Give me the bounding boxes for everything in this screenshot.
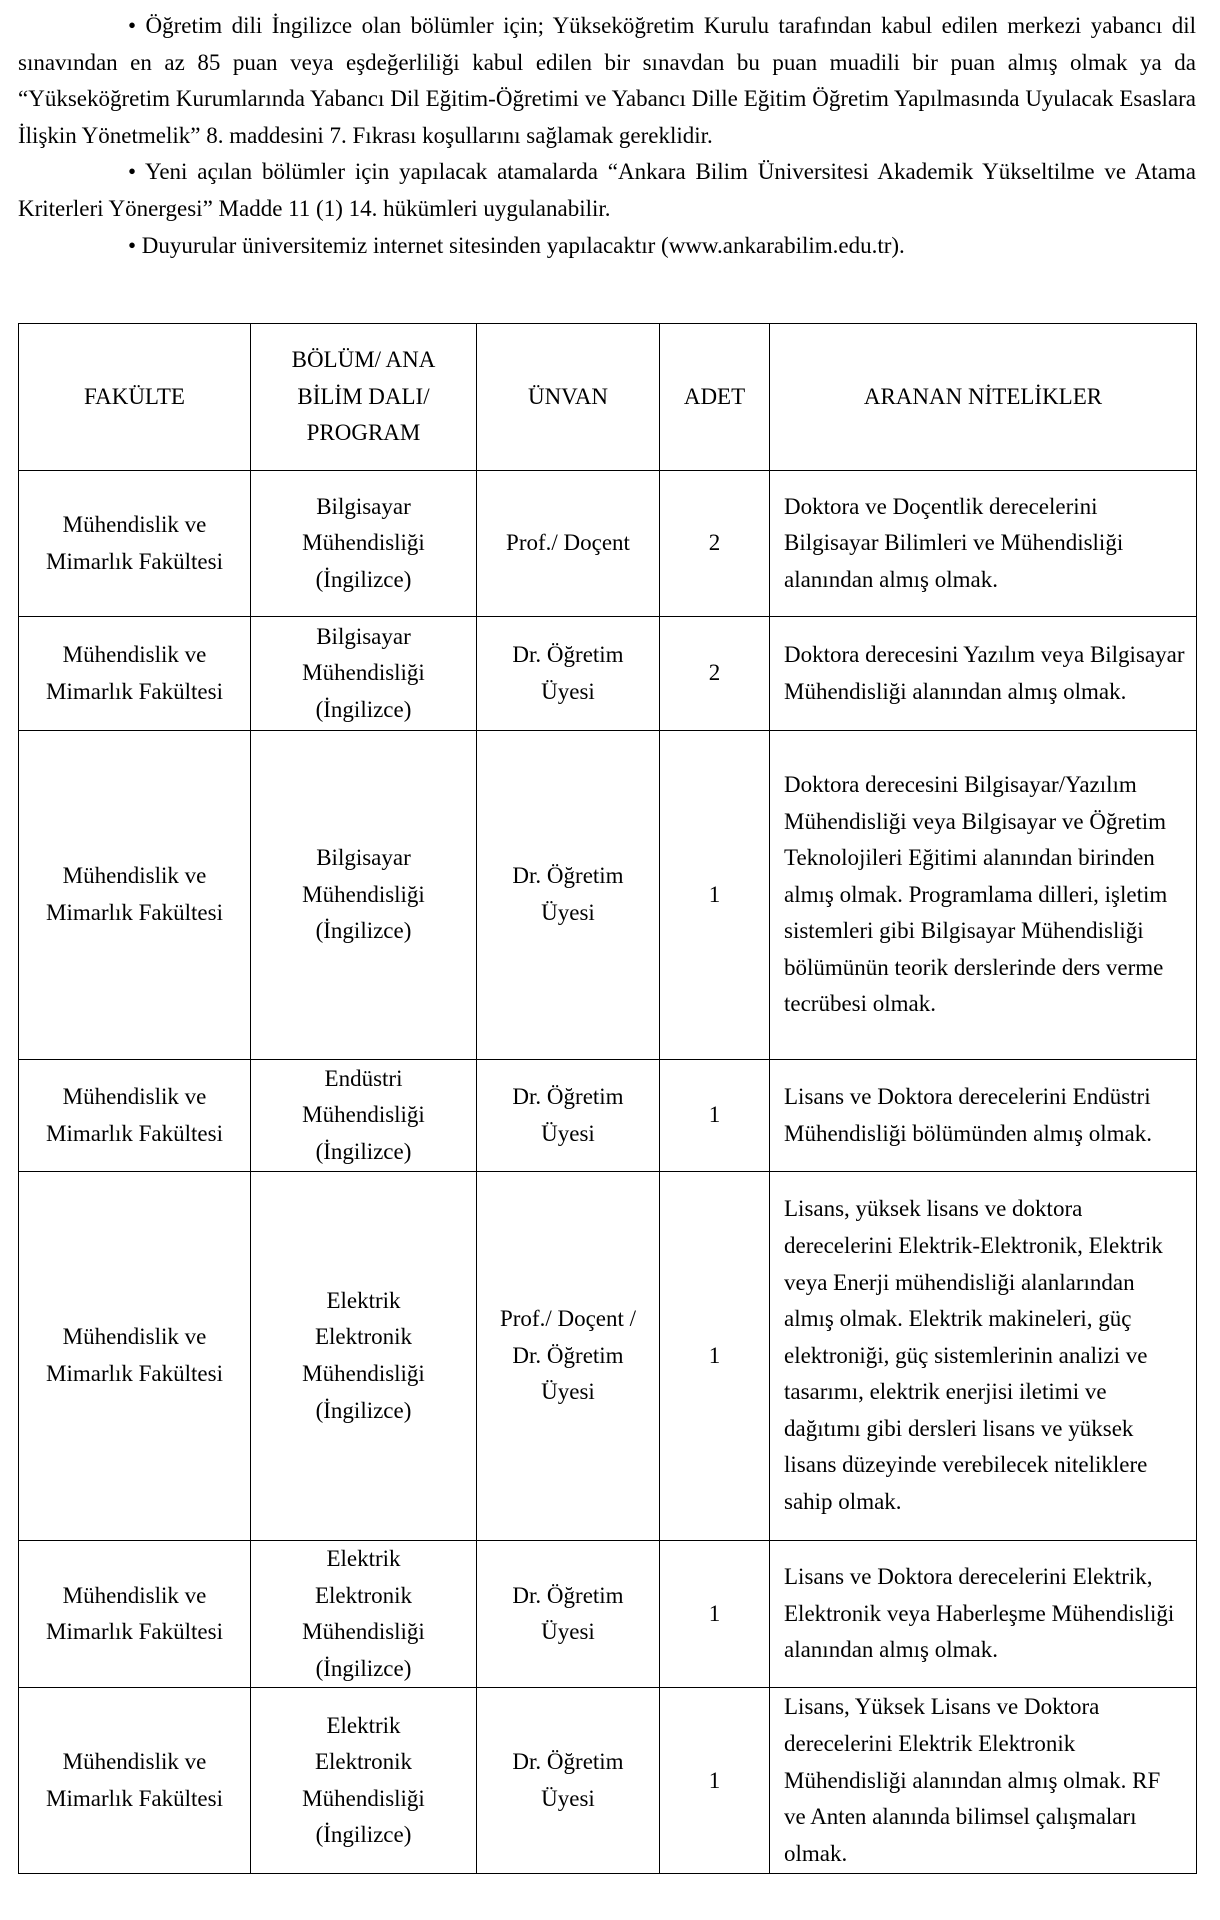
count-cell: 1 xyxy=(660,731,770,1060)
title-cell: Prof./ Doçent / Dr. Öğretim Üyesi xyxy=(477,1172,660,1541)
title-cell: Dr. Öğretim Üyesi xyxy=(477,1541,660,1688)
count-cell: 1 xyxy=(660,1060,770,1172)
department-cell: Bilgisayar Mühendisliği (İngilizce) xyxy=(251,471,477,617)
table-row xyxy=(19,1688,1197,1874)
count-cell: 2 xyxy=(660,471,770,617)
qualifications-cell: Doktora ve Doçentlik derecelerini Bilgisayar Bilimleri ve Mühendisliği alanından almış olmak. xyxy=(770,471,1197,617)
department-cell: Endüstri Mühendisliği (İngilizce) xyxy=(251,1060,477,1172)
count-cell: 1 xyxy=(660,1688,770,1874)
qualifications-cell: Lisans, Yüksek Lisans ve Doktora derecelerini Elektrik Elektronik Mühendisliği alanından almış olmak. RF ve Anten alanında bilimsel çalışmaları olmak. xyxy=(770,1688,1197,1874)
faculty-cell: Mühendislik ve Mimarlık Fakültesi xyxy=(19,1172,251,1541)
department-cell: Bilgisayar Mühendisliği (İngilizce) xyxy=(251,617,477,731)
table-row xyxy=(19,1060,1197,1172)
table-row xyxy=(19,731,1197,1060)
title-cell: Dr. Öğretim Üyesi xyxy=(477,617,660,731)
table-header-row xyxy=(19,324,1197,471)
positions-table xyxy=(18,323,1197,1874)
title-cell: Dr. Öğretim Üyesi xyxy=(477,1688,660,1874)
table-row xyxy=(19,617,1197,731)
title-cell: Prof./ Doçent xyxy=(477,471,660,617)
header-faculty: FAKÜLTE xyxy=(19,324,251,471)
qualifications-cell: Lisans, yüksek lisans ve doktora derecelerini Elektrik-Elektronik, Elektrik veya Enerji mühendisliği alanlarından almış olmak. Elektrik makineleri, güç elektroniği, güç sistemlerinin analizi ve tasarımı, elektrik enerjisi iletimi ve dağıtımı gibi dersleri lisans ve yüksek lisans düzeyinde verebilecek niteliklere sahip olmak. xyxy=(770,1172,1197,1541)
faculty-cell: Mühendislik ve Mimarlık Fakültesi xyxy=(19,471,251,617)
header-count: ADET xyxy=(660,324,770,471)
header-qualifications: ARANAN NİTELİKLER xyxy=(770,324,1197,471)
count-cell: 1 xyxy=(660,1172,770,1541)
table-row xyxy=(19,1541,1197,1688)
department-cell: Elektrik Elektronik Mühendisliği (İngilizce) xyxy=(251,1172,477,1541)
department-cell: Bilgisayar Mühendisliği (İngilizce) xyxy=(251,731,477,1060)
note-language: • Öğretim dili İngilizce olan bölümler için; Yükseköğretim Kurulu tarafından kabul edilen merkezi yabancı dil sınavından en az 85 puan veya eşdeğerliliği kabul edilen bir sınavdan bu puan muadili bir puan almış olmak ya da “Yükseköğretim Kurumlarında Yabancı Dil Eğitim-Öğretimi ve Yabancı Dille Eğitim Öğretim Yapılmasında Uyulacak Esaslara İlişkin Yönetmelik” 8. maddesini 7. Fıkrası koşullarını sağlamak gereklidir. xyxy=(18,13,1196,148)
note-new-departments: • Yeni açılan bölümler için yapılacak atamalarda “Ankara Bilim Üniversitesi Akademik Yükseltilme ve Atama Kriterleri Yönergesi” Madde 11 (1) 14. hükümleri uygulanabilir. xyxy=(18,159,1196,221)
qualifications-cell: Doktora derecesini Yazılım veya Bilgisayar Mühendisliği alanından almış olmak. xyxy=(770,617,1197,731)
table-row xyxy=(19,1172,1197,1541)
announcement-notes xyxy=(18,8,1196,264)
faculty-cell: Mühendislik ve Mimarlık Fakültesi xyxy=(19,617,251,731)
count-cell: 1 xyxy=(660,1541,770,1688)
qualifications-cell: Doktora derecesini Bilgisayar/Yazılım Mühendisliği veya Bilgisayar ve Öğretim Teknolojileri Eğitimi alanından birinden almış olmak. Programlama dilleri, işletim sistemleri gibi Bilgisayar Mühendisliği bölümünün teorik derslerinde ders verme tecrübesi olmak. xyxy=(770,731,1197,1060)
faculty-cell: Mühendislik ve Mimarlık Fakültesi xyxy=(19,1060,251,1172)
note-announcements: • Duyurular üniversitemiz internet sitesinden yapılacaktır (www.ankarabilim.edu.tr). xyxy=(128,232,905,258)
title-cell: Dr. Öğretim Üyesi xyxy=(477,1060,660,1172)
header-title: ÜNVAN xyxy=(477,324,660,471)
faculty-cell: Mühendislik ve Mimarlık Fakültesi xyxy=(19,1688,251,1874)
qualifications-cell: Lisans ve Doktora derecelerini Elektrik, Elektronik veya Haberleşme Mühendisliği alanından almış olmak. xyxy=(770,1541,1197,1688)
title-cell: Dr. Öğretim Üyesi xyxy=(477,731,660,1060)
count-cell: 2 xyxy=(660,617,770,731)
header-department: BÖLÜM/ ANA BİLİM DALI/ PROGRAM xyxy=(251,324,477,471)
table-row xyxy=(19,471,1197,617)
department-cell: Elektrik Elektronik Mühendisliği (İngilizce) xyxy=(251,1688,477,1874)
faculty-cell: Mühendislik ve Mimarlık Fakültesi xyxy=(19,1541,251,1688)
faculty-cell: Mühendislik ve Mimarlık Fakültesi xyxy=(19,731,251,1060)
qualifications-cell: Lisans ve Doktora derecelerini Endüstri Mühendisliği bölümünden almış olmak. xyxy=(770,1060,1197,1172)
department-cell: Elektrik Elektronik Mühendisliği (İngilizce) xyxy=(251,1541,477,1688)
